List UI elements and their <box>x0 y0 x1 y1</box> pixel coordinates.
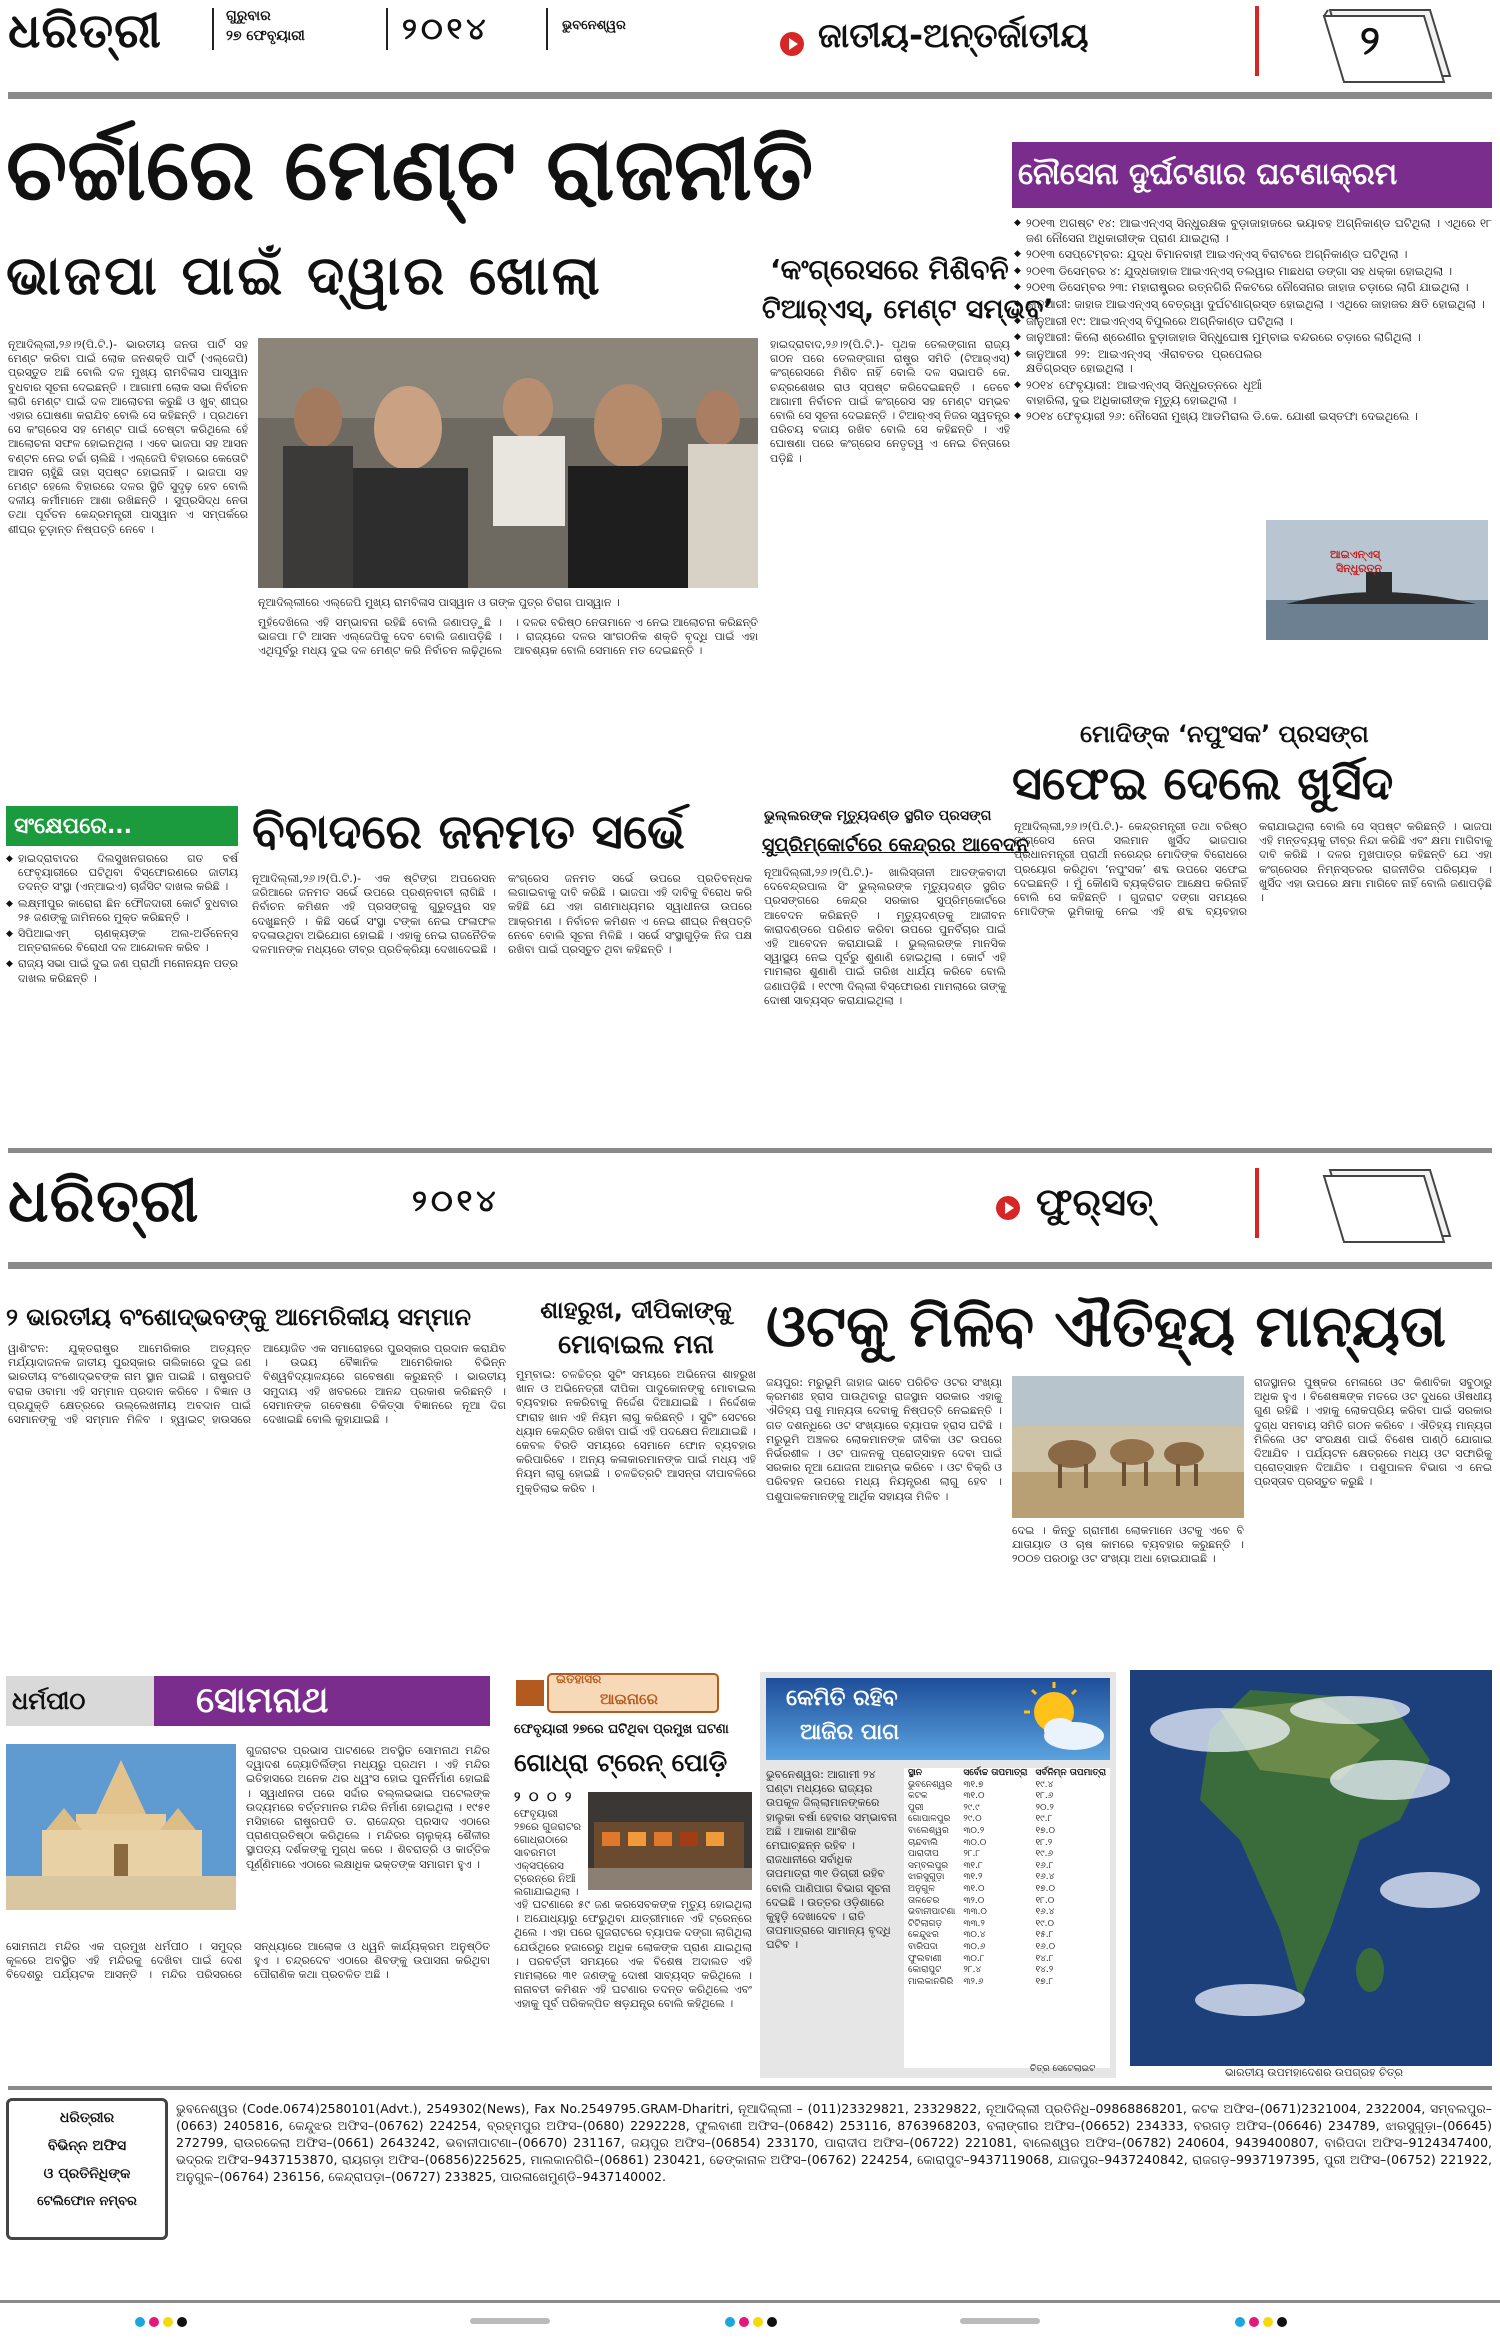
weather-row <box>904 1930 1110 1942</box>
weather-cell: ୧୪.୮ <box>1035 1953 1054 1964</box>
weather-row <box>904 1826 1110 1838</box>
weather-cell: ୩୨.୦ <box>963 1895 985 1906</box>
camel-photo <box>1012 1376 1244 1518</box>
weather-row <box>904 1954 1110 1966</box>
navy-item: ◆ ୨୦୧୩ ଅଗଷ୍ଟ ୧୪: ଆଇଏନ୍‌ଏସ୍ ସିନ୍ଧୁରକ୍ଷକ ବୁଡ଼ାଜାହାଜରେ ଭୟାବହ ଅଗ୍ନିକାଣ୍ଡ ଘଟିଥିଲା । ଏଥିରେ ୧୮ ଜଣ ନୌସେନା ଅଧିକାରୀଙ୍କ ପ୍ରାଣ ଯାଇଥିଲା । <box>1014 216 1492 245</box>
survey-body: ନୂଆଦିଲ୍ଲୀ,୨୬।୨(ପି.ଟି.)- ଏକ ଷ୍ଟିଙ୍ଗ ଅପରେସନ ଜରିଆରେ ଜନମତ ସର୍ଭେ ଉପରେ ପ୍ରଶ୍ନବାଚୀ ଲାଗିଛି । ନିର୍ବାଚନ କମିଶନ ଏହି ପ୍ରସଙ୍ଗକୁ ଗୁରୁତ୍ୱର ସହ ଦେଖୁଛନ୍ତି । କିଛି ସର୍ଭେ ସଂସ୍ଥା ଟଙ୍କା ନେଇ ଫଳାଫଳ ବଦଳାଉଥିବା ଅଭିଯୋଗ ହୋଇଛି । ଏହାକୁ ନେଇ ରାଜନୈତିକ ଦଳମାନଙ୍କ ମଧ୍ୟରେ ତୀବ୍ର ପ୍ରତିକ୍ରିୟା ଦେଖାଦେଇଛି । କଂଗ୍ରେସ ଜନମତ ସର୍ଭେ ଉପରେ ପ୍ରତିବନ୍ଧକ ଲଗାଇବାକୁ ଦାବି କରିଛି । ଭାଜପା ଏହି ଦାବିକୁ ବିରୋଧ କରି କହିଛି ଯେ ଏହା ଗଣମାଧ୍ୟମର ସ୍ୱାଧୀନତା ଉପରେ ଆକ୍ରମଣ । ନିର୍ବାଚନ କମିଶନ ଏ ନେଇ ଶୀଘ୍ର ନିଷ୍ପତ୍ତି ନେବେ ବୋଲି ସୂଚନା ମିଳିଛି । ସର୍ଭେ ସଂସ୍ଥାଗୁଡ଼ିକ ନିଜ ପକ୍ଷ ରଖିବା ପାଇଁ ପ୍ରସ୍ତୁତ ଥିବା କହିଛନ୍ତି । <box>252 872 752 957</box>
history-year: ୨ ୦ ୦ ୨ <box>514 1790 574 1805</box>
sun-cloud-icon <box>1010 1680 1110 1760</box>
weather-cell: ୧୮.୬ <box>1035 1791 1054 1802</box>
masthead-logo: ଧରିତ୍ରୀ <box>8 3 162 59</box>
weather-row <box>904 1838 1110 1850</box>
navy-item: ◆ ୨୦୧୪ ଫେବୃୟାରୀ ୨୬: ନୌସେନା ମୁଖ୍ୟ ଆଡମିରାଲ ଡି.କେ. ଯୋଶୀ ଇସ୍ତଫା ଦେଇଥିଲେ । <box>1014 409 1492 424</box>
weather-th: ସ୍ଥାନ <box>908 1768 922 1778</box>
footer-box-l4: ଟେଲିଫୋନ ନମ୍ବର <box>37 2194 137 2209</box>
masthead2-rule <box>8 1262 1492 1269</box>
weather-cell: କୋରାପୁଟ <box>908 1965 942 1976</box>
navy-item: ◆ ଜାନୁଆରୀ ୧୯: ଆଇଏନ୍‌ଏସ୍ ବିପୁଲରେ ଅଗ୍ନିକାଣ୍ଡ ଘଟିଥିଲା । <box>1014 314 1492 329</box>
weather-cell: ୧୬.୪ <box>1035 1907 1055 1918</box>
weather-cell: ୨୯.୦ <box>963 1814 982 1825</box>
train-photo <box>588 1792 752 1890</box>
weather-cell: ୩୦.୮ <box>963 1953 985 1964</box>
somnath-body-bottom: ସୋମନାଥ ମନ୍ଦିର ଏକ ପ୍ରମୁଖ ଧର୍ମପୀଠ । ସମୁଦ୍ର କୂଳରେ ଅବସ୍ଥିତ ଏହି ମନ୍ଦିରକୁ ଦେଖିବା ପାଇଁ ଦେଶ ବିଦେଶରୁ ପର୍ଯ୍ୟଟକ ଆସନ୍ତି । ମନ୍ଦିର ପରିସରରେ ସନ୍ଧ୍ୟାରେ ଆଲୋକ ଓ ଧ୍ୱନି କାର୍ଯ୍ୟକ୍ରମ ଅନୁଷ୍ଠିତ ହୁଏ । ଚନ୍ଦ୍ରଦେବ ଏଠାରେ ଶିବଙ୍କୁ ଉପାସନା କରିଥିବା ପୌରାଣିକ କଥା ପ୍ରଚଳିତ ଅଛି । <box>6 1940 490 1982</box>
footer-box-l1: ଧରିତ୍ରୀର <box>59 2110 115 2126</box>
lead-subhead-2: ‘କଂଗ୍ରେସରେ ମିଶିବନି <box>770 253 1009 286</box>
navy-item: ◆ ୨୦୧୪ ଫେବୃୟାରୀ: ଆଇଏନ୍‌ଏସ୍ ସିନ୍ଧୁରତ୍ନରେ ଧୂଆଁ ବାହାରିଲା, ଦୁଇ ଅଧିକାରୀଙ୍କ ମୃତ୍ୟୁ ହୋଇଥିଲା । <box>1014 378 1262 407</box>
weather-cell: ୧୯.୬ <box>1035 1849 1054 1860</box>
brief-title: ସଂକ୍ଷେପରେ... <box>14 814 133 839</box>
brief-item: ◆ ହାଇଦ୍ରାବାଦର ଦିଲସୁଖନଗରରେ ଗତ ବର୍ଷ ଫେବୃୟାରୀରେ ଘଟିଥିବା ବିସ୍ଫୋରଣରେ ଜାତୀୟ ତଦନ୍ତ ସଂସ୍ଥା (ଏନ୍‌ଆଇଏ) ଚାର୍ଜସିଟ ଦାଖଲ କରିଛି । <box>6 852 238 895</box>
navy-item: ◆ ୨୦୧୩ ଡିସେମ୍ବର ୨୩: ମହାରାଷ୍ଟ୍ରର ରତ୍ନଗିରି ନିକଟରେ ନୌସେନାର ଜାହାଜ ଚଡ଼ାରେ ଲାଗି ଯାଇଥିଲା । <box>1014 280 1492 295</box>
masthead-divider <box>212 8 214 50</box>
history-banner-l1: ଇତିହାସର <box>556 1672 602 1686</box>
section-rule <box>8 1148 1492 1153</box>
weather-cell: ପାରାଦୀପ <box>908 1849 939 1860</box>
weather-cell: ୧୫.୮ <box>1035 1930 1054 1941</box>
navy-item: ◆ ଜାନୁଆରୀ: ଜାହାଜ ଆଇଏନ୍‌ଏସ୍ ବେତ୍ରୱା ଦୁର୍ଘଟଣାଗ୍ରସ୍ତ ହୋଇଥିଲା । ଏଥିରେ ଜାହାଜର କ୍ଷତି ହୋଇଥିଲା । <box>1014 297 1492 312</box>
weather-cell: ୧୬.୮ <box>1035 1860 1054 1871</box>
weather-cell: ୧୬.୪ <box>1035 1872 1055 1883</box>
footer-box-l3: ଓ ପ୍ରତିନିଧିଙ୍କ <box>43 2166 131 2182</box>
red-bar <box>1255 6 1259 76</box>
weather-cell: କଟକ <box>908 1791 928 1802</box>
weather-row <box>904 1814 1110 1826</box>
lead-headline: ଚର୍ଚ୍ଚାରେ ମେଣ୍ଟ ରାଜନୀତି <box>6 120 814 220</box>
satellite-map <box>1130 1670 1492 2066</box>
brief-item: ◆ ସିପିଆଇଏମ୍ ଚାଣକ୍ୟଙ୍କ ଅଲ-ଅର୍ଡିନେନ୍ସ ଅନ୍ତରାଳରେ ବିରୋଧୀ ଦଳ ଆନ୍ଦୋଳନ କରିବ । <box>6 927 238 955</box>
khurshid-kicker: ମୋଦିଙ୍କ ‘ନପୁଂସକ’ ପ୍ରସଙ୍ଗ <box>1080 720 1369 748</box>
weather-row <box>904 1942 1110 1954</box>
weather-cell: ୩୧.୨ <box>963 1872 983 1883</box>
bhullar-kicker: ଭୁଲ୍ଲରଙ୍କ ମୃତ୍ୟୁଦଣ୍ଡ ସ୍ଥଗିତ ପ୍ରସଙ୍ଗ <box>764 808 992 824</box>
submarine-label: ଆଇଏନ୍‌ଏସ୍ <box>1330 548 1381 561</box>
somnath-tag: ଧର୍ମପୀଠ <box>12 1687 86 1715</box>
masthead-divider <box>546 8 548 50</box>
weather-cell: ଗୋପାଳପୁର <box>908 1814 951 1825</box>
weather-table-credit: ଚିତ୍ର ସେଟେଲାଇଟ <box>1030 2064 1096 2074</box>
weather-cell: ସମ୍ବଲପୁର <box>908 1860 949 1871</box>
weather-cell: ୨୮.୪ <box>963 1965 982 1976</box>
history-headline: ଗୋଧ୍ରା ଟ୍ରେନ୍ ପୋଡ଼ି <box>514 1748 728 1777</box>
weather-cell: ପୁରୀ <box>908 1802 924 1813</box>
weather-cell: କେନ୍ଦୁଝର <box>908 1930 939 1941</box>
twoindians-headline: ୨ ଭାରତୀୟ ବଂଶୋଦ୍ଭବଙ୍କୁ ଆମେରିକୀୟ ସମ୍ମାନ <box>6 1303 472 1331</box>
bhullar-headline: ସୁପ୍ରିମ୍‌କୋର୍ଟରେ କେନ୍ଦ୍ରର ଆବେଦନ <box>762 834 1030 856</box>
weather-row <box>904 1861 1110 1873</box>
weather-cell: ତାଳଚେର <box>908 1895 940 1906</box>
weather-cell: ଅନୁଗୁଳ <box>908 1883 935 1894</box>
weather-row <box>904 1872 1110 1884</box>
navy-title: ନୌସେନା ଦୁର୍ଘଟଣାର ଘଟଣାକ୍ରମ <box>1018 157 1398 192</box>
weather-row <box>904 1803 1110 1815</box>
masthead-rule <box>8 92 1492 99</box>
history-banner-l2: ଆଇନାରେ <box>600 1690 658 1708</box>
weather-cell: ୩୦.୦ <box>963 1837 987 1848</box>
weather-cell: ୨୮.୮ <box>963 1849 981 1860</box>
masthead-year: ୨୦୧୪ <box>402 12 490 47</box>
weather-cell: ୨୯.୯ <box>963 1802 980 1813</box>
weather-row <box>904 1907 1110 1919</box>
weather-cell: ଝାରସୁଗୁଡ଼ା <box>908 1872 945 1883</box>
khurshid-headline: ସଫେଇ ଦେଲେ ଖୁର୍ସିଦ <box>1012 756 1394 810</box>
weather-cell: ୧୯.୦ <box>1035 1918 1055 1929</box>
navy-item: ◆ ଜାନୁଆରୀ ୨୨: ଆଇଏନ୍‌ଏସ୍ ଐରାବତର ପ୍ରପେଲର କ୍ଷତିଗ୍ରସ୍ତ ହୋଇଥିଲା । <box>1014 347 1262 376</box>
section-title: ଜାତୀୟ-ଅନ୍ତର୍ଜାତୀୟ <box>818 16 1089 56</box>
section2-title: ଫୁର୍‌ସତ୍ <box>1036 1180 1154 1224</box>
twoindians-body: ୱାଶିଂଟନ: ଯୁକ୍ତରାଷ୍ଟ୍ର ଆମେରିକାର ଅତ୍ୟନ୍ତ ମର୍ଯ୍ୟାଦାଜନକ ଜାତୀୟ ପୁରସ୍କାର ତାଲିକାରେ ଦୁଇ ଜଣ ଭାରତୀୟ ବଂଶୋଦ୍ଭବଙ୍କ ନାମ ସ୍ଥାନ ପାଇଛି । ରାଷ୍ଟ୍ରପତି ବରାକ ଓବାମା ଏହି ସମ୍ମାନ ପ୍ରଦାନ କରିବେ । ବିଜ୍ଞାନ ଓ ପ୍ରଯୁକ୍ତି କ୍ଷେତ୍ରରେ ଉଲ୍ଲେଖନୀୟ ଅବଦାନ ପାଇଁ ସେମାନଙ୍କୁ ଏହି ସମ୍ମାନ ମିଳିବ । ହ୍ୱାଇଟ୍ ହାଉସରେ ଆୟୋଜିତ ଏକ ସମାରୋହରେ ପୁରସ୍କାର ପ୍ରଦାନ କରାଯିବ । ଉଭୟ ବୈଜ୍ଞାନିକ ଆମେରିକାର ବିଭିନ୍ନ ବିଶ୍ୱବିଦ୍ୟାଳୟରେ ଗବେଷଣା କରୁଛନ୍ତି । ଭାରତୀୟ ସମୁଦାୟ ଏହି ଖବରରେ ଆନନ୍ଦ ପ୍ରକାଶ କରିଛନ୍ତି । ସେମାନଙ୍କ ଗବେଷଣା ଚିକିତ୍ସା ବିଜ୍ଞାନରେ ନୂଆ ଦିଗ ଦେଖାଇଛି ବୋଲି କୁହାଯାଇଛି । <box>8 1342 506 1427</box>
weather-cell: ୧୮.୨ <box>1035 1837 1053 1848</box>
weather-row <box>904 1896 1110 1908</box>
survey-headline: ବିବାଦରେ ଜନମତ ସର୍ଭେ <box>252 804 685 860</box>
page-number: ୨ <box>1360 18 1380 64</box>
play-icon-triangle <box>1005 1202 1014 1214</box>
lead-body-right: ହାଇଦ୍ରାବାଦ,୨୬।୨(ପି.ଟି.)- ପୃଥକ ତେଲଙ୍ଗାନା ରାଜ୍ୟ ଗଠନ ପରେ ତେଲଙ୍ଗାନା ରାଷ୍ଟ୍ର ସମିତି (ଟିଆର୍‌ଏସ୍) କଂଗ୍ରେସରେ ମିଶିବ ନାହିଁ ବୋଲି ଦଳ ସଭାପତି କେ. ଚନ୍ଦ୍ରଶେଖର ରାଓ ସ୍ପଷ୍ଟ କରିଦେଇଛନ୍ତି । ତେବେ ଆଗାମୀ ନିର୍ବାଚନ ପାଇଁ କଂଗ୍ରେସ ସହ ମେଣ୍ଟ ସମ୍ଭବ ବୋଲି ସେ ସୂଚନା ଦେଇଛନ୍ତି । ଟିଆର୍‌ଏସ୍ ନିଜର ସ୍ୱତନ୍ତ୍ର ପରିଚୟ ବଜାୟ ରଖିବ ବୋଲି ସେ କହିଛନ୍ତି । ଏହି ଘୋଷଣା ପରେ କଂଗ୍ରେସ ନେତୃତ୍ୱ ଏ ନେଇ ଚିନ୍ତାରେ ପଡ଼ିଛି । <box>770 338 1010 465</box>
weather-table-wrap <box>904 1768 1110 2068</box>
weather-row <box>904 1977 1110 1989</box>
weather-body: ଭୁବନେଶ୍ୱର: ଆଗାମୀ ୨୪ ଘଣ୍ଟା ମଧ୍ୟରେ ରାଜ୍ୟର ଉପକୂଳ ଜିଲ୍ଲାମାନଙ୍କରେ ହାଲୁକା ବର୍ଷା ହେବାର ସମ୍ଭାବନା ଅଛି । ଆକାଶ ଆଂଶିକ ମେଘାଚ୍ଛନ୍ନ ରହିବ । ରାଜଧାନୀରେ ସର୍ବାଧିକ ତାପମାତ୍ରା ୩୧ ଡିଗ୍ରୀ ରହିବ ବୋଲି ପାଣିପାଗ ବିଭାଗ ସୂଚନା ଦେଇଛି । ଉତ୍ତର ଓଡ଼ିଶାରେ କୁହୁଡ଼ି ଦେଖାଦେବ । ରାତି ତାପମାତ୍ରାରେ ସାମାନ୍ୟ ବୃଦ୍ଧି ଘଟିବ । <box>766 1768 897 1952</box>
weather-cell: ୩୦.୬ <box>963 1941 986 1952</box>
play-icon-triangle <box>789 38 798 50</box>
page-corner-icon <box>1310 1166 1460 1248</box>
weather-cell: ଟିଟିଲାଗଡ଼ <box>908 1918 943 1929</box>
weather-row <box>904 1884 1110 1896</box>
weather-th: ସର୍ବନିମ୍ନ ତାପମାତ୍ରା <box>1035 1768 1106 1778</box>
weather-cell: ୩୨.୬ <box>963 1976 984 1987</box>
khurshid-body: ନୂଆଦିଲ୍ଲୀ,୨୬।୨(ପି.ଟି.)- କେନ୍ଦ୍ରମନ୍ତ୍ରୀ ତଥା ବରିଷ୍ଠ କଂଗ୍ରେସ ନେତା ସଲମାନ ଖୁର୍ସିଦ ଭାଜପାର ପ୍ରଧାନମନ୍ତ୍ରୀ ପ୍ରାର୍ଥୀ ନରେନ୍ଦ୍ର ମୋଦିଙ୍କ ବିରୋଧରେ ପ୍ରୟୋଗ କରିଥିବା ‘ନପୁଂସକ’ ଶବ୍ଦ ଉପରେ ସଫେଇ ଦେଇଛନ୍ତି । ମୁଁ କୌଣସି ବ୍ୟକ୍ତିଗତ ଆକ୍ଷେପ କରିନାହିଁ ବୋଲି ସେ କହିଛନ୍ତି । ଗୁଜରାଟ ଦଙ୍ଗା ସମୟରେ ମୋଦିଙ୍କ ଭୂମିକାକୁ ନେଇ ଏହି ଶବ୍ଦ ବ୍ୟବହାର କରାଯାଇଥିଲା ବୋଲି ସେ ସ୍ପଷ୍ଟ କରିଛନ୍ତି । ଭାଜପା ଏହି ମନ୍ତବ୍ୟକୁ ତୀବ୍ର ନିନ୍ଦା କରିଛି ଏବଂ କ୍ଷମା ମାଗିବାକୁ ଦାବି କରିଛି । ଦଳର ମୁଖପାତ୍ର କହିଛନ୍ତି ଯେ ଏହା କଂଗ୍ରେସର ନିମ୍ନସ୍ତରର ରାଜନୀତିର ପରିଚାୟକ । ଖୁର୍ସିଦ ଏହା ଉପରେ କ୍ଷମା ମାଗିବେ ନାହିଁ ବୋଲି ଜଣାପଡ଼ିଛି । <box>1014 820 1492 919</box>
camel-headline: ଓଟକୁ ମିଳିବ ଐତିହ୍ୟ ମାନ୍ୟତା <box>766 1292 1446 1360</box>
weather-cell: ୨୦.୨ <box>1035 1802 1054 1813</box>
brief-item: ◆ ଲକ୍ଷ୍ମୀପୁର କାରୋରା ଛିନ ଫୌଜଦାରୀ କୋର୍ଟ ବୁଧବାର ୨୫ ଜଣଙ୍କୁ ଜାମିନରେ ମୁକ୍ତ କରିଛନ୍ତି । <box>6 897 238 925</box>
navy-item: ◆ ୨୦୧୩ ଡିସେମ୍ବର ୪: ଯୁଦ୍ଧଜାହାଜ ଆଇଏନ୍‌ଏସ୍ ତଲୱାର ମାଛଧରା ଡଙ୍ଗା ସହ ଧକ୍କା ହୋଇଥିଲା । <box>1014 264 1492 279</box>
weather-cell: ୩୦.୪ <box>963 1930 986 1941</box>
history-body-bottom: ଏହି ଘଟଣାରେ ୫୯ ଜଣ କରସେବକଙ୍କ ମୃତ୍ୟୁ ହୋଇଥିଲା । ଅଯୋଧ୍ୟାରୁ ଫେରୁଥିବା ଯାତ୍ରୀମାନେ ଏହି ଟ୍ରେନ୍‌ରେ ଥିଲେ । ଏହା ପରେ ଗୁଜରାଟରେ ବ୍ୟାପକ ଦଙ୍ଗା ଲାଗିଥିଲା ଯେଉଁଥିରେ ହଜାରେରୁ ଅଧିକ ଲୋକଙ୍କ ପ୍ରାଣ ଯାଇଥିଲା । ପରବର୍ତ୍ତୀ ସମୟରେ ଏକ ବିଶେଷ ଅଦାଲତ ଏହି ମାମଲାରେ ୩୧ ଜଣଙ୍କୁ ଦୋଷୀ ସାବ୍ୟସ୍ତ କରିଥିଲେ । ନାନାବତୀ କମିଶନ ଏହି ଘଟଣାର ତଦନ୍ତ କରିଥିଲେ ଏବଂ ଏହାକୁ ପୂର୍ବ ପରିକଳ୍ପିତ ଷଡ଼ଯନ୍ତ୍ର ବୋଲି କହିଥିଲେ । <box>514 1898 752 2011</box>
weather-cell: ୩୧.୦ <box>963 1791 985 1802</box>
weather-cell: ବାରିପଦା <box>908 1941 938 1952</box>
masthead2-year: ୨୦୧୪ <box>412 1184 500 1219</box>
weather-cell: ୧୯.୮ <box>1035 1814 1053 1825</box>
registration-marks <box>0 2306 1500 2336</box>
lead-photo <box>258 338 758 588</box>
weather-cell: ୩୦.୨ <box>963 1825 985 1836</box>
camel-body-right: ରାଜସ୍ଥାନର ପୁଷ୍କର ମେଳାରେ ଓଟ କିଣାବିକା ସବୁଠାରୁ ଅଧିକ ହୁଏ । ବିଶେଷଜ୍ଞଙ୍କ ମତରେ ଓଟ ଦୁଧରେ ଔଷଧୀୟ ଗୁଣ ରହିଛି । ଏହାକୁ ଲୋକପ୍ରିୟ କରିବା ପାଇଁ ସରକାର ଦୁଗ୍ଧ ସମବାୟ ସମିତି ଗଠନ କରିବେ । ଐତିହ୍ୟ ମାନ୍ୟତା ମିଳିଲେ ଓଟ ସଂରକ୍ଷଣ ପାଇଁ ବିଶେଷ ପାଣ୍ଠି ଯୋଗାଇ ଦିଆଯିବ । ପର୍ଯ୍ୟଟନ କ୍ଷେତ୍ରରେ ମଧ୍ୟ ଓଟ ସଫାରିକୁ ପ୍ରୋତ୍ସାହନ ଦିଆଯିବ । ପଶୁପାଳନ ବିଭାଗ ଏ ନେଇ ପ୍ରସ୍ତାବ ପ୍ରସ୍ତୁତ କରୁଛି । <box>1254 1376 1492 1489</box>
weather-cell: ୧୮.୦ <box>1035 1895 1055 1906</box>
navy-item: ◆ ଜାନୁଆରୀ: କିଲୋ ଶ୍ରେଣୀର ବୁଡ଼ାଜାହାଜ ସିନ୍ଧୁଘୋଷ ମୁମ୍ବାଇ ବନ୍ଦରରେ ଚଡ଼ାରେ ଲାଗିଥିଲା । <box>1014 330 1492 345</box>
somnath-photo <box>6 1744 236 1910</box>
weather-row <box>904 1780 1110 1792</box>
weather-cell: ୧୪.୨ <box>1035 1965 1054 1976</box>
lead-body-mid: ମୁହଁଦେଖିଲେ ଏହି ସମ୍ଭାବନା ରହିଛି ବୋଲି ଜଣାପଡ଼ୁଛି । ଭାଜପା ୮ଟି ଆସନ ଏଲ୍‌ଜେପିକୁ ଦେବ ବୋଲି ଜଣାପଡ଼ିଛି । ଏଥିପୂର୍ବରୁ ମଧ୍ୟ ଦୁଇ ଦଳ ମେଣ୍ଟ କରି ନିର୍ବାଚନ ଲଢ଼ିଥିଲେ । ଦଳର ବରିଷ୍ଠ ନେତାମାନେ ଏ ନେଇ ଆଲୋଚନା କରିଛନ୍ତି । ରାଜ୍ୟରେ ଦଳର ସାଂଗଠନିକ ଶକ୍ତି ବୃଦ୍ଧି ପାଇଁ ଏହା ଆବଶ୍ୟକ ବୋଲି ସେମାନେ ମତ ଦେଇଛନ୍ତି । <box>258 616 758 658</box>
submarine-label-2: ସିନ୍ଧୁରତ୍ନ <box>1336 562 1382 575</box>
weather-cell: ୩୧.୭ <box>963 1779 984 1790</box>
weather-cell: ୧୭.୮ <box>1035 1976 1054 1987</box>
masthead2-logo: ଧରିତ୍ରୀ <box>8 1166 200 1236</box>
somnath-title: ସୋମନାଥ <box>196 1680 329 1721</box>
weather-row <box>904 1849 1110 1861</box>
navy-item: ◆ ୨୦୧୩ ସେପ୍ଟେମ୍ବର: ଯୁଦ୍ଧ ବିମାନବାହୀ ଆଇଏନ୍‌ଏସ୍ ବିରାଟରେ ଅଗ୍ନିକାଣ୍ଡ ଘଟିଥିଲା । <box>1014 247 1492 262</box>
history-line: ଫେବୃୟାରୀ ୨୭ରେ ଘଟିଥିବା ପ୍ରମୁଖ ଘଟଣା <box>514 1722 729 1737</box>
weather-title: କେମିତି ରହିବ <box>786 1686 898 1711</box>
weather-row <box>904 1791 1110 1803</box>
somnath-body-right: ଗୁଜରାଟର ପ୍ରଭାସ ପାଟଣରେ ଅବସ୍ଥିତ ସୋମନାଥ ମନ୍ଦିର ଦ୍ୱାଦଶ ଜ୍ୟୋତିର୍ଲିଙ୍ଗ ମଧ୍ୟରୁ ପ୍ରଥମ । ଏହି ମନ୍ଦିର ଇତିହାସରେ ଅନେକ ଥର ଧ୍ୱଂସ ହୋଇ ପୁନର୍ନିର୍ମାଣ ହୋଇଛି । ସ୍ୱାଧୀନତା ପରେ ସର୍ଦ୍ଦାର ବଲ୍ଲଭଭାଇ ପଟେଲଙ୍କ ଉଦ୍ୟମରେ ବର୍ତ୍ତମାନର ମନ୍ଦିର ନିର୍ମାଣ ହୋଇଥିଲା । ୧୯୫୧ ମସିହାରେ ରାଷ୍ଟ୍ରପତି ଡ. ରାଜେନ୍ଦ୍ର ପ୍ରସାଦ ଏଠାରେ ପ୍ରାଣପ୍ରତିଷ୍ଠା କରିଥିଲେ । ମନ୍ଦିରର ଚାଲୁକ୍ୟ ଶୈଳୀର ସ୍ଥାପତ୍ୟ ଦର୍ଶକଙ୍କୁ ମୁଗ୍ଧ କରେ । ଶିବରାତ୍ରି ଓ କାର୍ତ୍ତିକ ପୂର୍ଣ୍ଣିମାରେ ଏଠାରେ ଲକ୍ଷାଧିକ ଭକ୍ତଙ୍କ ସମାଗମ ହୁଏ । <box>246 1744 490 1871</box>
weather-cell: ଫୁଲବାଣୀ <box>908 1953 942 1964</box>
bhullar-body: ନୂଆଦିଲ୍ଲୀ,୨୬।୨(ପି.ଟି.)- ଖାଲିସ୍ତାନୀ ଆତଙ୍କବାଦୀ ଦେବେନ୍ଦ୍ରପାଲ ସିଂ ଭୁଲ୍ଲରଙ୍କ ମୃତ୍ୟୁଦଣ୍ଡ ସ୍ଥଗିତ ପ୍ରସଙ୍ଗରେ କେନ୍ଦ୍ର ସରକାର ସୁପ୍ରିମ୍‌କୋର୍ଟରେ ଆବେଦନ କରିଛନ୍ତି । ମୃତ୍ୟୁଦଣ୍ଡକୁ ଆଜୀବନ କାରାଦଣ୍ଡରେ ପରିଣତ କରିବା ଉପରେ ପୁନର୍ବିଚାର ପାଇଁ ଏହି ଆବେଦନ କରାଯାଇଛି । ଭୁଲ୍ଲରଙ୍କ ମାନସିକ ସ୍ୱାସ୍ଥ୍ୟ ନେଇ ପୂର୍ବରୁ ଶୁଣାଣି ହୋଇଥିଲା । କୋର୍ଟ ଏହି ମାମଲାର ଶୁଣାଣି ପାଇଁ ତାରିଖ ଧାର୍ଯ୍ୟ କରିବେ ବୋଲି ଜଣାପଡ଼ିଛି । ୧୯୯୩ ଦିଲ୍ଲୀ ବିସ୍ଫୋରଣ ମାମଲାରେ ତାଙ୍କୁ ଦୋଷୀ ସାବ୍ୟସ୍ତ କରାଯାଇଥିଲା । <box>764 866 1006 1007</box>
masthead-date: ୨୭ ଫେବୃୟାରୀ <box>226 28 305 44</box>
weather-cell: ୧୭.୦ <box>1035 1825 1056 1836</box>
weather-row <box>904 1919 1110 1931</box>
masthead-city: ଭୁବନେଶ୍ୱର <box>562 18 626 33</box>
srk-headline: ଶାହରୁଖ, ଦୀପିକାଙ୍କୁ <box>540 1296 732 1324</box>
weather-cell: ବାଲେଶ୍ୱର <box>908 1825 949 1836</box>
weather-cell: ମାଲକାନଗିରି <box>908 1976 954 1987</box>
lead-body-left: ନୂଆଦିଲ୍ଲୀ,୨୬।୨(ପି.ଟି.)- ଭାରତୀୟ ଜନତା ପାର୍ଟି ସହ ମେଣ୍ଟ କରିବା ପାଇଁ ଲୋକ ଜନଶକ୍ତି ପାର୍ଟି (ଏଲ୍‌ଜେପି) ପ୍ରସ୍ତୁତ ଅଛି ବୋଲି ଦଳ ମୁଖ୍ୟ ରାମବିଳାସ ପାସ୍‌ୱାନ ବୁଧବାର ସୂଚନା ଦେଇଛନ୍ତି । ଆଗାମୀ ଲୋକ ସଭା ନିର୍ବାଚନ ଲାଗି ମେଣ୍ଟ ପାଇଁ ଦଳ ଆଲୋଚନା କରୁଛି ଓ ଖୁବ୍ ଶୀଘ୍ର ଏହାର ଘୋଷଣା କରାଯିବ ବୋଲି ସେ କହିଛନ୍ତି । ପ୍ରଥମେ ସେ କଂଗ୍ରେସ ସହ ମେଣ୍ଟ ପାଇଁ ଚେଷ୍ଟା କରିଥିଲେ ହେଁ ଆଲୋଚନା ସଫଳ ହୋଇନଥିଲା । ଏବେ ଭାଜପା ସହ ଆସନ ବଣ୍ଟନ ନେଇ ଚର୍ଚ୍ଚା ଚାଲିଛି । ଏଲ୍‌ଜେପି ବିହାରରେ କେତୋଟି ଆସନ ଚାହୁଁଛି ତାହା ସ୍ପଷ୍ଟ ହୋଇନାହିଁ । ଭାଜପା ସହ ମେଣ୍ଟ ହେଲେ ବିହାରରେ ଦଳର ସ୍ଥିତି ସୁଦୃଢ଼ ହେବ ବୋଲି ଦଳୀୟ କର୍ମୀମାନେ ଆଶା ରଖିଛନ୍ତି । ସୁପ୍ରସିଦ୍ଧ ନେତା ତଥା ପୂର୍ବତନ କେନ୍ଦ୍ରମନ୍ତ୍ରୀ ପାସ୍‌ୱାନ ଏ ସମ୍ପର୍କରେ ଶୀଘ୍ର ଚୂଡ଼ାନ୍ତ ନିଷ୍ପତ୍ତି ନେବେ । <box>8 338 248 536</box>
weather-cell: ୩୧.୦ <box>963 1883 985 1894</box>
srk-headline-2: ମୋବାଇଲ ମନା <box>558 1330 714 1360</box>
weather-title-2: ଆଜିର ପାଗ <box>800 1720 900 1745</box>
footer-rule <box>8 2086 1492 2090</box>
weather-cell: ଭବାନୀପାଟଣା <box>908 1907 956 1918</box>
footer-box-l2: ବିଭିନ୍ନ ଅଫିସ <box>47 2138 127 2154</box>
weather-table-body <box>904 1780 1110 1989</box>
camel-body-left: ଜୟପୁର: ମରୁଭୂମି ଜାହାଜ ଭାବେ ପରିଚିତ ଓଟର ସଂଖ୍ୟା କ୍ରମଶଃ ହ୍ରାସ ପାଉଥିବାରୁ ରାଜସ୍ଥାନ ସରକାର ଏହାକୁ ଐତିହ୍ୟ ପଶୁ ମାନ୍ୟତା ଦେବାକୁ ନିଷ୍ପତ୍ତି ନେଇଛନ୍ତି । ଗତ ଦଶନ୍ଧିରେ ଓଟ ସଂଖ୍ୟାରେ ବ୍ୟାପକ ହ୍ରାସ ଘଟିଛି । ମରୁଭୂମି ଅଞ୍ଚଳର ଲୋକମାନଙ୍କ ଜୀବିକା ଓଟ ଉପରେ ନିର୍ଭରଶୀଳ । ଓଟ ପାଳନକୁ ପ୍ରୋତ୍ସାହନ ଦେବା ପାଇଁ ସରକାର ନୂଆ ଯୋଜନା ଆରମ୍ଭ କରିବେ । ଓଟ ବିକ୍ରି ଓ ପରିବହନ ଉପରେ ମଧ୍ୟ ନିୟନ୍ତ୍ରଣ ଲାଗୁ ହେବ । ପଶୁପାଳକମାନଙ୍କୁ ଆର୍ଥିକ ସହାୟତା ମିଳିବ । <box>766 1376 1002 1503</box>
lead-subhead: ଭାଜପା ପାଇଁ ଦ୍ୱାର ଖୋଲା <box>6 244 603 307</box>
weather-row <box>904 1965 1110 1977</box>
submarine-photo <box>1266 520 1488 640</box>
footer-text: ଭୁବନେଶ୍ୱର (Code.0674)2580101(Advt.), 2549302(News), Fax No.2549795.GRAM-Dharitri, ନୂଆଦିଲ୍ଲୀ – (011)23329821, 23329822, ନୂଆଦିଲ୍ଲୀ ପ୍ରତିନିଧି–09868868201, କଟକ ଅଫିସ–(0671)2321004, 2322004, ସମ୍ବଲପୁର–(0663) 2405816, କେନ୍ଦୁଝର ଅଫିସ–(06762) 224254, ବ୍ରହ୍ମପୁର ଅଫିସ–(0680) 2292228, ଫୁଲବାଣୀ ଅଫିସ–(06842) 253116, 8763968203, ବଲାଙ୍ଗୀର ଅଫିସ–(06652) 234333, ବରଗଡ଼ ଅଫିସ–(06646) 234789, ଝାରସୁଗୁଡ଼ା–(06645) 272799, ରାଉରକେଲା ଅଫିସ–(0661) 2643242, ଭବାନୀପାଟଣା–(06670) 231167, ଜୟପୁର ଅଫିସ–(06854) 233170, ପାରାଦୀପ ଅଫିସ–(06722) 221081, ବାଲେଶ୍ୱର ଅଫିସ–(06782) 240604, 9439400807, ବାରିପଦା ଅଫିସ–9124347400, ଭଦ୍ରକ ଅଫିସ–9437153870, ରାୟଗଡ଼ା ଅଫିସ–(06856)225625, ମାଲକାନଗିରି–(06861) 230421, ଢେଙ୍କାନାଳ ଅଫିସ–(06762) 224254, କୋରାପୁଟ–9437119068, ଯାଜପୁର–9437240842, ରାଜଗଡ଼–9937197395, ପୁରୀ ଅଫିସ–(06752) 221922, ଅନୁଗୁଳ–(06764) 236156, କେନ୍ଦ୍ରାପଡ଼ା–(06727) 233825, ପାରଳାଖେମୁଣ୍ଡି–9437140002. <box>176 2101 1492 2184</box>
weather-cell: ୧୯.୪ <box>1035 1779 1054 1790</box>
masthead-divider <box>386 8 388 50</box>
bottom-rule <box>0 2300 1500 2303</box>
history-body-top: ଫେବୃୟାରୀ ୨୭ରେ ଗୁଜରାଟର ଗୋଧ୍ରାଠାରେ ସାବରମତୀ ଏକ୍ସପ୍ରେସ ଟ୍ରେନ୍‌ରେ ନିଆଁ ଲଗାଯାଇଥିଲା । <box>514 1808 582 1898</box>
weather-cell: ୧୬.୦ <box>1035 1941 1056 1952</box>
masthead-day: ଗୁରୁବାର <box>226 8 271 24</box>
camel-body-mid: ଦେଇ । କିନ୍ତୁ ଗ୍ରାମୀଣ ଲୋକମାନେ ଓଟକୁ ଏବେ ବି ଯାତାୟାତ ଓ ଚାଷ କାମରେ ବ୍ୟବହାର କରୁଛନ୍ତି । ୨୦୦୭ ପରଠାରୁ ଓଟ ସଂଖ୍ୟା ଅଧା ହୋଇଯାଇଛି । <box>1012 1524 1244 1566</box>
weather-th: ସର୍ବୋଚ୍ଚ ତାପମାତ୍ରା <box>963 1768 1028 1778</box>
weather-table <box>904 1768 1110 1988</box>
weather-cell: ଚାନ୍ଦବାଲି <box>908 1837 938 1848</box>
red-bar <box>1255 1168 1259 1238</box>
lead-photo-caption: ନୂଆଦିଲ୍ଲୀରେ ଏଲ୍‌ଜେପି ମୁଖ୍ୟ ରାମବିଳାସ ପାସ୍‌ୱାନ ଓ ତାଙ୍କ ପୁତ୍ର ଚିରାଗ ପାସ୍‌ୱାନ । <box>258 596 620 609</box>
brief-item: ◆ ରାଜ୍ୟ ସଭା ପାଇଁ ଦୁଇ ଜଣ ପ୍ରାର୍ଥୀ ମନୋନୟନ ପତ୍ର ଦାଖଲ କରିଛନ୍ତି । <box>6 957 238 985</box>
map-caption: ଭାରତୀୟ ଉପମହାଦେଶର ଉପଗ୍ରହ ଚିତ୍ର <box>1224 2066 1404 2079</box>
weather-cell: ୩୩.୦ <box>963 1907 987 1918</box>
weather-cell: ୩୩.୨ <box>963 1918 985 1929</box>
weather-cell: ୧୭.୦ <box>1035 1883 1056 1894</box>
weather-cell: ଭୁବନେଶ୍ୱର <box>908 1779 953 1790</box>
srk-body: ମୁମ୍ବାଇ: ଚଳଚ୍ଚିତ୍ର ସୁଟିଂ ସମୟରେ ଅଭିନେତା ଶାହରୁଖ ଖାନ ଓ ଅଭିନେତ୍ରୀ ଦୀପିକା ପାଦୁକୋନଙ୍କୁ ମୋବାଇଲ ବ୍ୟବହାର ନକରିବାକୁ ନିର୍ଦ୍ଦେଶ ଦିଆଯାଇଛି । ନିର୍ଦ୍ଦେଶକ ଫାରାହ ଖାନ ଏହି ନିୟମ ଲାଗୁ କରିଛନ୍ତି । ସୁଟିଂ ସେଟରେ ଧ୍ୟାନ କେନ୍ଦ୍ରିତ ରଖିବା ପାଇଁ ଏହି ପଦକ୍ଷେପ ନିଆଯାଇଛି । କେବଳ ବିରତି ସମୟରେ ସେମାନେ ଫୋନ ବ୍ୟବହାର କରିପାରିବେ । ଅନ୍ୟ କଳାକାରମାନଙ୍କ ପାଇଁ ମଧ୍ୟ ଏହି ନିୟମ ଲାଗୁ ହୋଇଛି । ଚଳଚ୍ଚିତ୍ରଟି ଆସନ୍ତା ଦୀପାବଳିରେ ମୁକ୍ତିଲାଭ କରିବ । <box>516 1368 756 1495</box>
brief-list <box>6 852 238 1142</box>
weather-cell: ୩୧.୮ <box>963 1860 983 1871</box>
lead-subhead-2b: ଟିଆର୍‌ଏସ୍, ମେଣ୍ଟ ସମ୍ଭବ’ <box>762 294 1054 325</box>
page-corner-icon <box>1310 6 1460 88</box>
